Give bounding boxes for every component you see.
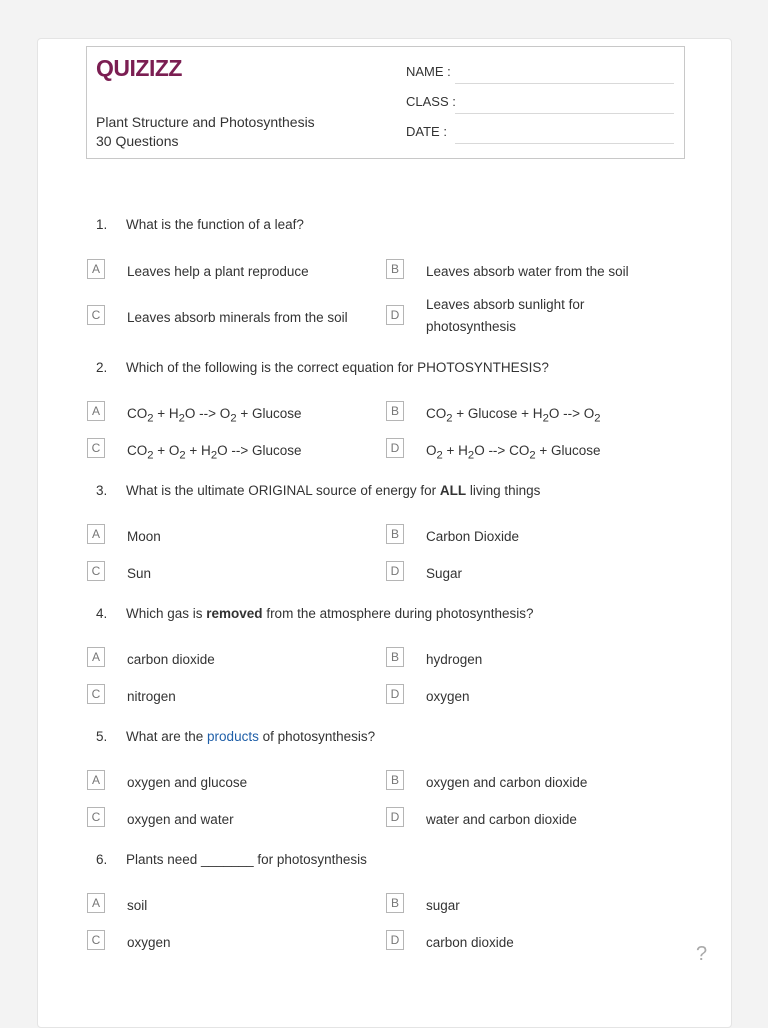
- option-letter: B: [386, 259, 404, 279]
- option-letter: C: [87, 305, 105, 325]
- name-line: [455, 83, 674, 84]
- option-letter: B: [386, 524, 404, 544]
- option-letter: D: [386, 930, 404, 950]
- question-text: Which gas is removed from the atmosphere during photosynthesis?: [126, 606, 534, 621]
- option-text: Carbon Dioxide: [426, 529, 520, 544]
- question-text: What are the products of photosynthesis?: [126, 729, 376, 744]
- question-number: 4.: [96, 606, 108, 621]
- option-letter: D: [386, 438, 404, 458]
- option-letter: D: [386, 305, 404, 325]
- option-text: carbon dioxide: [426, 935, 514, 950]
- option-text: water and carbon dioxide: [426, 812, 577, 827]
- question-number: 5.: [96, 729, 108, 744]
- option-letter: A: [87, 647, 105, 667]
- worksheet-title: Plant Structure and Photosynthesis: [96, 114, 315, 130]
- option-letter: B: [386, 647, 404, 667]
- question-number: 2.: [96, 360, 108, 375]
- date-field[interactable]: [406, 124, 674, 142]
- option-text: Leaves help a plant reproduce: [127, 264, 309, 279]
- option-text: $O_2 + H_2O$ --> $CO_2 + Glucose$: [426, 443, 601, 462]
- option-text: nitrogen: [127, 689, 176, 704]
- option-letter: C: [87, 930, 105, 950]
- worksheet-header: [86, 46, 685, 159]
- option-text: Leaves absorb minerals from the soil: [127, 310, 348, 325]
- class-line: [455, 113, 674, 114]
- question-text: Plants need _______ for photosynthesis: [126, 852, 367, 867]
- option-text: oxygen and water: [127, 812, 234, 827]
- option-text: carbon dioxide: [127, 652, 215, 667]
- date-label: DATE :: [406, 124, 447, 139]
- class-label: CLASS :: [406, 94, 456, 109]
- help-icon[interactable]: ?: [696, 943, 708, 965]
- option-text: sugar: [426, 898, 460, 913]
- worksheet-page: [37, 38, 732, 1028]
- option-letter: A: [87, 893, 105, 913]
- option-letter: C: [87, 684, 105, 704]
- date-line: [455, 143, 674, 144]
- option-text: oxygen and carbon dioxide: [426, 775, 588, 790]
- question-number: 6.: [96, 852, 108, 867]
- option-letter: B: [386, 893, 404, 913]
- option-text: $CO_2 + O_2 + H_2O$ --> Glucose: [127, 443, 302, 462]
- quizizz-logo: QUIZIZZ: [96, 55, 182, 81]
- option-text: oxygen: [127, 935, 171, 950]
- option-letter: B: [386, 770, 404, 790]
- option-text: Leaves absorb water from the soil: [426, 264, 629, 279]
- option-text: Leaves absorb sunlight for photosynthesis: [426, 297, 585, 334]
- option-letter: A: [87, 401, 105, 421]
- name-field[interactable]: [406, 64, 674, 82]
- option-text: hydrogen: [426, 652, 483, 667]
- option-text: $CO_2 + Glucose + H_2O$ --> $O_2$: [426, 406, 601, 425]
- option-text: oxygen: [426, 689, 470, 704]
- option-letter: C: [87, 561, 105, 581]
- question-text: Which of the following is the correct equation for PHOTOSYNTHESIS?: [126, 360, 549, 375]
- option-letter: B: [386, 401, 404, 421]
- products-link: products: [207, 729, 259, 744]
- question-number: 3.: [96, 483, 108, 498]
- option-letter: D: [386, 561, 404, 581]
- option-letter: D: [386, 684, 404, 704]
- option-letter: A: [87, 770, 105, 790]
- option-letter: C: [87, 438, 105, 458]
- option-text: Moon: [127, 529, 161, 544]
- option-letter: D: [386, 807, 404, 827]
- question-text: What is the function of a leaf?: [126, 217, 304, 232]
- option-letter: A: [87, 524, 105, 544]
- option-text: $CO_2 + H_2O$ --> $O_2 + Glucose$: [127, 406, 302, 425]
- option-letter: C: [87, 807, 105, 827]
- question-number: 1.: [96, 217, 108, 232]
- question-text: What is the ultimate ORIGINAL source of energy for ALL living things: [126, 483, 541, 498]
- option-letter: A: [87, 259, 105, 279]
- name-label: NAME :: [406, 64, 451, 79]
- class-field[interactable]: [406, 94, 674, 112]
- question-count: 30 Questions: [96, 133, 179, 149]
- option-text: Sun: [127, 566, 152, 581]
- option-text: Sugar: [426, 566, 463, 581]
- option-text: oxygen and glucose: [127, 775, 248, 790]
- option-text: soil: [127, 898, 148, 913]
